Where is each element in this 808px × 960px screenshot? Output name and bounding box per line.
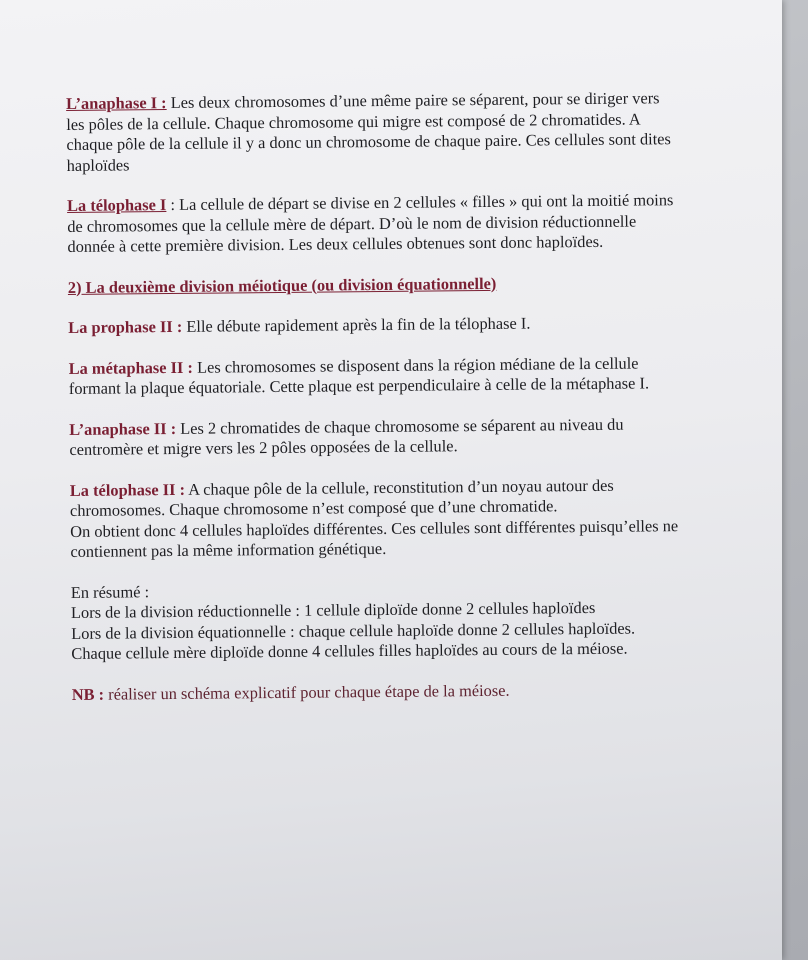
- paragraph-telophase-1: [67, 190, 680, 257]
- text-metaphase-2: Les chromosomes se disposent dans la région médiane de la cellule formant la plaque équatoriale. Cette plaque est perpendiculaire à celle de la métaphase I.: [68, 353, 650, 398]
- nb-label: NB :: [71, 684, 105, 704]
- heading-telophase-2: La télophase II :: [69, 479, 186, 500]
- section-title-second-division: 2) La deuxième division méiotique (ou division équationnelle): [67, 273, 497, 297]
- text-telophase-2-line-1: A chaque pôle de la cellule, reconstitution d’un noyau autour des chromosomes. Chaque chromosome n’est composé que d’une chromatide.: [69, 475, 614, 520]
- nb-text: réaliser un schéma explicatif pour chaque étape de la méiose.: [103, 680, 510, 704]
- nb-note: [72, 679, 684, 705]
- summary-heading: En résumé :: [70, 581, 150, 602]
- summary-line: Lors de la division réductionnelle : 1 cellule diploïde donne 2 cellules haploïdes: [70, 597, 596, 622]
- paragraph-metaphase-2: [69, 353, 681, 400]
- paragraph-anaphase-1: [66, 88, 679, 176]
- summary-line: Chaque cellule mère diploïde donne 4 cellules filles haploïdes au cours de la méiose.: [71, 638, 628, 663]
- summary-block: [71, 577, 684, 665]
- paragraph-anaphase-2: [69, 414, 681, 461]
- heading-telophase-1: La télophase I: [66, 195, 167, 215]
- paragraph-telophase-2: [70, 475, 683, 563]
- paragraph-prophase-2: [68, 312, 680, 338]
- text-telophase-2-line-2: On obtient donc 4 cellules haploïdes différentes. Ces cellules sont différentes puisqu’elles ne contiennent pas la même information génétique.: [70, 515, 679, 561]
- heading-prophase-2: La prophase II :: [68, 316, 183, 337]
- summary-line: Lors de la division équationnelle : chaque cellule haploïde donne 2 cellules haploïdes.: [71, 618, 636, 643]
- text-prophase-2: Elle débute rapidement après la fin de la télophase I.: [182, 313, 531, 336]
- text-anaphase-2: Les 2 chromatides de chaque chromosome se séparent au niveau du centromère et migre vers les 2 pôles opposées de la cellule.: [69, 414, 624, 459]
- heading-anaphase-1: L’anaphase I :: [66, 93, 167, 113]
- text-telophase-1: : La cellule de départ se divise en 2 cellules « filles » qui ont la moitié moins de chromosomes que la cellule mère de départ. D’où le nom de division réductionnelle donnée à cette première division. Les deux cellules obtenues sont donc haploïdes.: [67, 190, 674, 256]
- heading-metaphase-2: La métaphase II :: [68, 357, 194, 378]
- heading-anaphase-2: L’anaphase II :: [69, 418, 177, 439]
- text-anaphase-1: Les deux chromosomes d’une même paire se séparent, pour se diriger vers les pôles de la cellule. Chaque chromosome qui migre est composé de 2 chromatides. A chaque pôle de la cellule il y a donc un chromosome de chaque paire. Ces cellules sont dites haploïdes: [66, 88, 671, 175]
- document-body: [66, 88, 684, 725]
